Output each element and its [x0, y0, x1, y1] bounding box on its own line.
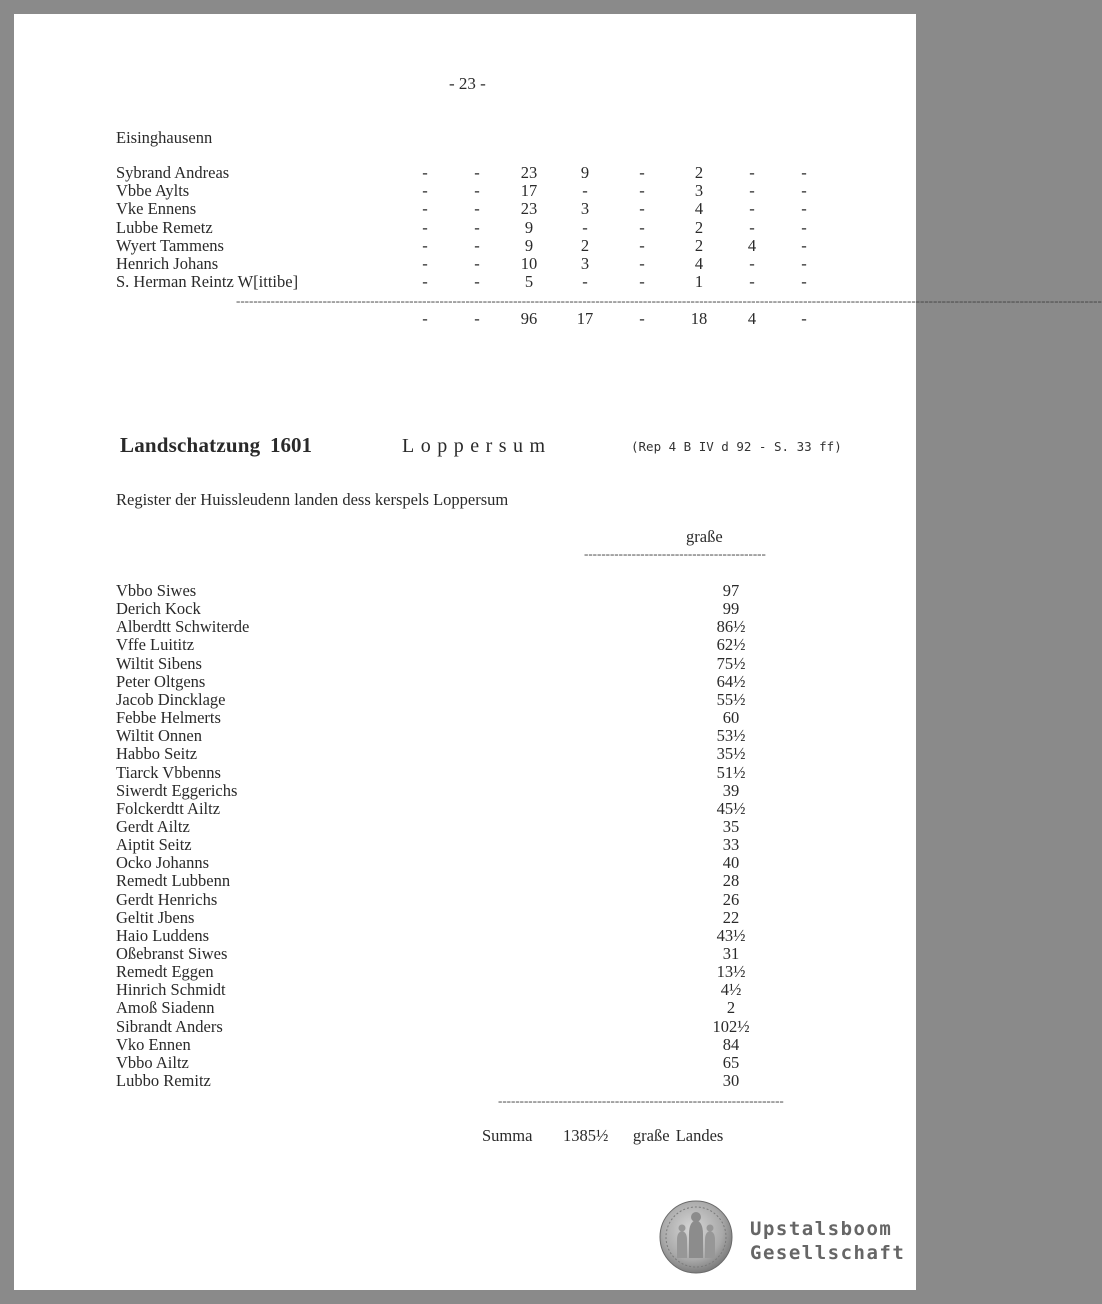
register-row-name: Vffe Luititz — [116, 635, 195, 655]
register-row-value: 43½ — [716, 925, 746, 945]
section1-row — [116, 164, 876, 182]
register-row-value: 2 — [726, 998, 736, 1018]
register-row — [116, 1034, 740, 1054]
section1-cell: - — [801, 163, 807, 182]
register-row-value: 97 — [722, 581, 740, 600]
register-row — [116, 780, 740, 800]
register-row — [116, 835, 740, 855]
section1-cell: - — [749, 181, 755, 201]
page-number: - 23 - — [449, 74, 486, 93]
unit-header: graße — [686, 527, 723, 546]
register-row-name: Lubbo Remitz — [116, 1071, 211, 1091]
register-row — [116, 635, 746, 655]
section1-cell: - — [749, 163, 755, 182]
register-row-value: 55½ — [716, 689, 746, 709]
register-row-value: 13½ — [716, 962, 746, 982]
register-row-value: 64½ — [716, 671, 746, 691]
register-row — [116, 708, 740, 728]
section1-cell: 5 — [524, 272, 534, 292]
section1-cell: - — [639, 163, 645, 182]
section1-cell: - — [639, 254, 645, 273]
register-row-name: Alberdtt Schwiterde — [116, 617, 250, 637]
register-row — [116, 816, 740, 836]
section1-cell: - — [801, 254, 807, 273]
register-row-name: Aiptit Seitz — [116, 835, 192, 855]
section1-cell: - — [422, 181, 428, 201]
register-row — [116, 726, 746, 746]
register-row — [116, 944, 740, 963]
section1-cell: 4 — [694, 199, 704, 219]
register-row — [116, 853, 740, 873]
register-row-value: 60 — [722, 708, 740, 728]
section1-row-name: Vbbe Aylts — [116, 181, 190, 201]
register-row — [116, 980, 742, 1000]
section1-cell: - — [582, 217, 588, 237]
register-row — [116, 907, 740, 927]
section1-cell: - — [474, 254, 480, 273]
section1-cell: - — [801, 181, 807, 201]
register-row-name: Gerdt Henrichs — [116, 889, 218, 909]
section1-cell: 9 — [580, 163, 590, 182]
register-row-name: Vbbo Siwes — [116, 581, 197, 600]
brand-line1: Upstalsboom — [750, 1218, 893, 1240]
register-row-name: Geltit Jbens — [116, 907, 195, 927]
section1-row — [116, 182, 876, 200]
register-row-name: Habbo Seitz — [116, 744, 198, 764]
register-row-value: 26 — [722, 889, 740, 909]
register-row-value: 22 — [722, 907, 740, 927]
register-row-name: Vbbo Ailtz — [116, 1052, 189, 1072]
section1-cell: 4 — [694, 254, 704, 273]
section1-row — [116, 273, 876, 291]
section1-row-name: Lubbe Remetz — [116, 217, 213, 237]
section1-cell: - — [801, 199, 807, 219]
section1-total-cell: 4 — [747, 309, 757, 328]
register-row-name: Oßebranst Siwes — [116, 944, 228, 963]
brand-line2: Gesellschaft — [750, 1242, 906, 1264]
register-row-value: 53½ — [716, 726, 746, 746]
section1-cell: - — [474, 199, 480, 219]
section1-cell: - — [582, 181, 588, 201]
register-title: Register der Huissleudenn landen dess kerspels Loppersum — [116, 490, 509, 509]
section1-cell: 3 — [580, 254, 590, 273]
section1-cell: - — [639, 272, 645, 292]
register-row-name: Tiarck Vbbenns — [116, 762, 221, 782]
section1-cell: 4 — [747, 235, 757, 255]
section1-cell: 23 — [520, 163, 538, 182]
register-row — [116, 925, 746, 945]
register-row-name: Derich Kock — [116, 599, 201, 619]
register-row — [116, 671, 746, 691]
register-row — [116, 889, 740, 909]
register-row-name: Hinrich Schmidt — [116, 980, 226, 1000]
section1-total-cell: - — [639, 309, 645, 328]
section1-cell: - — [422, 235, 428, 255]
section1-cell: 3 — [580, 199, 590, 219]
section1-cell: 2 — [694, 235, 704, 255]
register-row — [116, 581, 740, 600]
section1-cell: - — [474, 217, 480, 237]
section2-place: Loppersum — [402, 435, 552, 457]
section1-cell: 2 — [694, 217, 704, 237]
section1-row-name: Wyert Tammens — [116, 235, 224, 255]
section1-row — [116, 200, 876, 218]
register-row-name: Remedt Lubbenn — [116, 871, 231, 891]
section1-cell: 3 — [694, 181, 704, 201]
register-row-value: 62½ — [716, 635, 746, 655]
sum-rule: ------------------------------------------------------------------ — [498, 1093, 784, 1108]
register-row — [116, 1071, 740, 1091]
summa-unit: graße Landes — [632, 1126, 724, 1145]
section1-row — [116, 237, 876, 255]
register-row — [116, 962, 746, 982]
section1-cell: - — [749, 254, 755, 273]
section1-total-cell: - — [474, 309, 480, 328]
register-row — [116, 762, 746, 782]
register-row — [116, 744, 746, 764]
document-page — [14, 14, 1102, 1290]
section1-cell: - — [639, 181, 645, 201]
unit-header-rule: ------------------------------------------ — [584, 546, 766, 561]
summa-label: Summa — [482, 1126, 533, 1145]
register-row-name: Folckerdtt Ailtz — [116, 798, 221, 818]
section1-total-cell: - — [801, 309, 807, 328]
section1-cell: - — [422, 254, 428, 273]
register-row-name: Jacob Dincklage — [116, 689, 226, 709]
section1-total-rule: -------------------------------------------------------------------------------------------------------------------------------------------------------------------------------------------------------- — [236, 293, 1102, 308]
section1-cell: - — [801, 235, 807, 255]
section1-cell: 10 — [520, 254, 538, 273]
register-row — [116, 653, 746, 673]
register-row-value: 45½ — [716, 798, 746, 818]
section1-cell: - — [749, 272, 755, 292]
register-row-name: Remedt Eggen — [116, 962, 214, 982]
section1-cell: - — [639, 217, 645, 237]
register-row-value: 35 — [722, 816, 740, 836]
section1-location: Eisinghausenn — [116, 128, 213, 147]
section1-total-cell: 18 — [690, 309, 708, 328]
register-row-name: Febbe Helmerts — [116, 708, 221, 728]
register-row-value: 35½ — [716, 744, 746, 764]
section1-cell: - — [474, 235, 480, 255]
section1-cell: - — [749, 199, 755, 219]
section1-cell: - — [422, 163, 428, 182]
section1-row — [116, 255, 876, 273]
section1-cell: - — [801, 272, 807, 292]
section1-cell: - — [582, 272, 588, 292]
register-row-value: 102½ — [712, 1016, 750, 1036]
register-row — [116, 1052, 740, 1072]
section1-row-name: Sybrand Andreas — [116, 163, 230, 182]
register-row — [116, 798, 746, 818]
section2-reference: (Rep 4 B IV d 92 - S. 33 ff) — [631, 439, 842, 454]
register-row — [116, 689, 746, 709]
section2-title: Landschatzung — [120, 433, 261, 457]
register-row-value: 28 — [722, 871, 740, 891]
section1-cell: - — [749, 217, 755, 237]
seal-emblem — [659, 1200, 733, 1274]
summa-value: 1385½ — [563, 1126, 609, 1145]
register-row-name: Sibrandt Anders — [116, 1016, 223, 1036]
section1-row — [116, 219, 876, 237]
register-row-value: 39 — [722, 780, 740, 800]
register-row — [116, 599, 740, 619]
section1-cell: - — [422, 272, 428, 292]
register-row-value: 75½ — [716, 653, 746, 673]
section1-row-name: Vke Ennens — [116, 199, 197, 219]
register-row-value: 65 — [722, 1052, 740, 1072]
summa-line — [482, 1126, 723, 1146]
section1-cell: 2 — [694, 163, 704, 182]
section2-year: 1601 — [270, 433, 312, 457]
register-row-value: 30 — [722, 1071, 740, 1091]
section1-total-cell: 96 — [520, 309, 538, 328]
register-row-value: 51½ — [716, 762, 746, 782]
register-row-name: Siwerdt Eggerichs — [116, 780, 238, 800]
register-row-name: Ocko Johanns — [116, 853, 210, 873]
section1-row-name: Henrich Johans — [116, 254, 219, 273]
register-row — [116, 999, 736, 1017]
register-row-value: 40 — [722, 853, 740, 873]
register-row — [116, 617, 746, 637]
section1-total-cell: - — [422, 309, 428, 328]
section1-total-cell: 17 — [576, 309, 594, 328]
register-row — [116, 1016, 750, 1036]
section1-cell: 17 — [520, 181, 538, 201]
section1-cell: - — [474, 272, 480, 292]
register-row-value: 84 — [722, 1034, 740, 1054]
section1-cell: - — [422, 199, 428, 219]
register-row-name: Wiltit Sibens — [116, 653, 202, 673]
register-row-value: 86½ — [716, 617, 746, 637]
register-row-name: Wiltit Onnen — [116, 726, 202, 746]
register-row-name: Vko Ennen — [116, 1034, 191, 1054]
section1-cell: 1 — [694, 272, 704, 292]
section1-cell: - — [801, 217, 807, 237]
register-row-name: Gerdt Ailtz — [116, 816, 190, 836]
register-row-value: 33 — [722, 835, 740, 855]
section1-cell: - — [422, 217, 428, 237]
section1-cell: 9 — [524, 217, 534, 237]
section1-cell: 23 — [520, 199, 538, 219]
section1-row-name: S. Herman Reintz W[ittibe] — [116, 272, 299, 292]
section1-cell: - — [639, 199, 645, 219]
section1-cell: - — [474, 163, 480, 182]
section1-cell: - — [474, 181, 480, 201]
register-row-name: Amoß Siadenn — [116, 998, 215, 1018]
register-row-name: Haio Luddens — [116, 925, 210, 945]
register-row — [116, 871, 740, 891]
register-row-value: 31 — [722, 944, 740, 963]
section1-cell: 2 — [580, 235, 590, 255]
register-row-value: 99 — [722, 599, 740, 619]
section1-totals-row — [116, 310, 876, 328]
section1-cell: 9 — [524, 235, 534, 255]
register-row-name: Peter Oltgens — [116, 671, 206, 691]
register-row-value: 4½ — [720, 980, 742, 1000]
section1-cell: - — [639, 235, 645, 255]
